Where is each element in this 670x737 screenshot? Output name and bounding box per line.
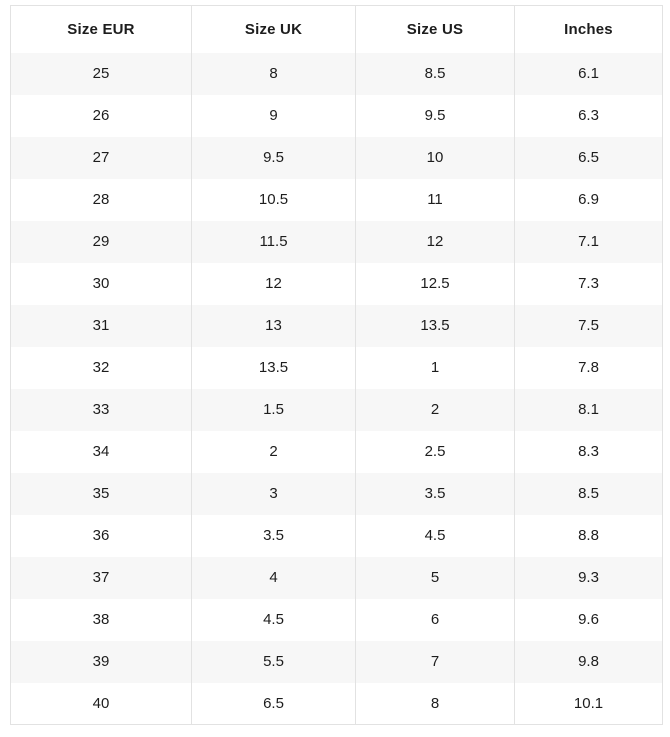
column-header-inches: Inches xyxy=(515,6,663,53)
table-cell: 6.1 xyxy=(515,53,663,95)
table-cell: 9.3 xyxy=(515,557,663,599)
table-row xyxy=(11,221,663,263)
table-cell: 6.5 xyxy=(192,683,356,725)
table-cell: 3.5 xyxy=(192,515,356,557)
table-cell: 7 xyxy=(356,641,515,683)
table-cell: 13.5 xyxy=(356,305,515,347)
table-cell: 6.9 xyxy=(515,179,663,221)
table-cell: 28 xyxy=(11,179,192,221)
table-cell: 29 xyxy=(11,221,192,263)
table-row xyxy=(11,347,663,389)
table-cell: 4 xyxy=(192,557,356,599)
table-cell: 33 xyxy=(11,389,192,431)
column-header-size-uk: Size UK xyxy=(192,6,356,53)
table-cell: 10.1 xyxy=(515,683,663,725)
table-cell: 13.5 xyxy=(192,347,356,389)
table-cell: 11 xyxy=(356,179,515,221)
table-header xyxy=(11,6,663,53)
table-cell: 13 xyxy=(192,305,356,347)
table-cell: 7.3 xyxy=(515,263,663,305)
table-cell: 12 xyxy=(356,221,515,263)
table-cell: 8.5 xyxy=(515,473,663,515)
table-cell: 2 xyxy=(356,389,515,431)
table-cell: 12.5 xyxy=(356,263,515,305)
table-cell: 7.1 xyxy=(515,221,663,263)
table-cell: 27 xyxy=(11,137,192,179)
table-cell: 26 xyxy=(11,95,192,137)
table-cell: 1.5 xyxy=(192,389,356,431)
column-header-size-eur: Size EUR xyxy=(11,6,192,53)
table-cell: 4.5 xyxy=(192,599,356,641)
table-cell: 4.5 xyxy=(356,515,515,557)
table-cell: 8.8 xyxy=(515,515,663,557)
table-row xyxy=(11,599,663,641)
header-row xyxy=(11,6,663,53)
table-cell: 38 xyxy=(11,599,192,641)
table-cell: 10.5 xyxy=(192,179,356,221)
table-row xyxy=(11,641,663,683)
table-cell: 1 xyxy=(356,347,515,389)
column-header-size-us: Size US xyxy=(356,6,515,53)
table-cell: 36 xyxy=(11,515,192,557)
table-row xyxy=(11,137,663,179)
table-cell: 5.5 xyxy=(192,641,356,683)
table-cell: 9.5 xyxy=(192,137,356,179)
table-cell: 6.3 xyxy=(515,95,663,137)
table-cell: 9.8 xyxy=(515,641,663,683)
table-row xyxy=(11,431,663,473)
table-row xyxy=(11,263,663,305)
table-row xyxy=(11,95,663,137)
table-cell: 2.5 xyxy=(356,431,515,473)
table-cell: 9 xyxy=(192,95,356,137)
table-cell: 8.1 xyxy=(515,389,663,431)
table-cell: 8.5 xyxy=(356,53,515,95)
table-cell: 9.6 xyxy=(515,599,663,641)
table-cell: 8 xyxy=(192,53,356,95)
table-cell: 11.5 xyxy=(192,221,356,263)
table-row xyxy=(11,683,663,725)
table-cell: 6.5 xyxy=(515,137,663,179)
table-cell: 37 xyxy=(11,557,192,599)
table-cell: 25 xyxy=(11,53,192,95)
table-row xyxy=(11,53,663,95)
table-cell: 9.5 xyxy=(356,95,515,137)
table-cell: 39 xyxy=(11,641,192,683)
table-row xyxy=(11,515,663,557)
table-cell: 8.3 xyxy=(515,431,663,473)
table-cell: 30 xyxy=(11,263,192,305)
table-cell: 34 xyxy=(11,431,192,473)
table-cell: 12 xyxy=(192,263,356,305)
table-cell: 40 xyxy=(11,683,192,725)
table-cell: 32 xyxy=(11,347,192,389)
table-cell: 31 xyxy=(11,305,192,347)
table-cell: 10 xyxy=(356,137,515,179)
table-row xyxy=(11,179,663,221)
table-cell: 3 xyxy=(192,473,356,515)
table-cell: 3.5 xyxy=(356,473,515,515)
size-conversion-table xyxy=(10,5,663,725)
table-body xyxy=(11,53,663,725)
table-cell: 7.8 xyxy=(515,347,663,389)
table-row xyxy=(11,305,663,347)
table-cell: 6 xyxy=(356,599,515,641)
table-row xyxy=(11,557,663,599)
table-cell: 35 xyxy=(11,473,192,515)
table-cell: 7.5 xyxy=(515,305,663,347)
table-cell: 8 xyxy=(356,683,515,725)
table-row xyxy=(11,389,663,431)
table-cell: 2 xyxy=(192,431,356,473)
table-row xyxy=(11,473,663,515)
table-cell: 5 xyxy=(356,557,515,599)
